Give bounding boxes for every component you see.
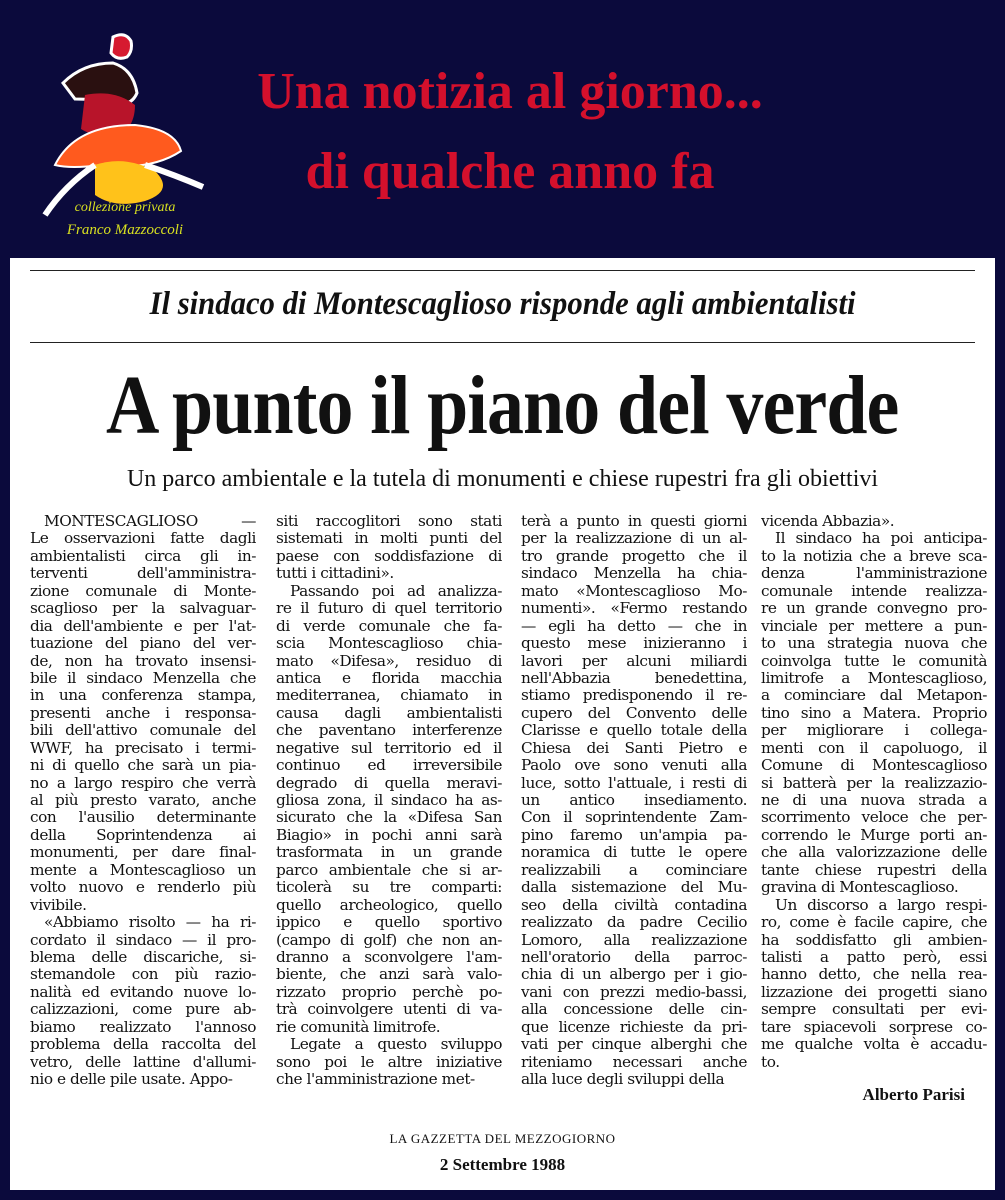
- article-line: alla luce degli sviluppi della: [521, 1071, 725, 1088]
- article-line: tutti i cittadini».: [276, 565, 394, 583]
- article-line: in una conferenza stampa,: [30, 687, 256, 705]
- article-line: stemandole con più razio-: [30, 966, 256, 984]
- article-line: ni di quello che sarà un pia-: [30, 757, 256, 775]
- article-line: mente a Montescaglioso un: [30, 861, 256, 879]
- article-line: re un grande convegno pro-: [761, 600, 987, 618]
- article-line: (campo di golf) che non an-: [276, 931, 502, 949]
- article-kicker: [0, 286, 1005, 323]
- article-line: nalità ed evitando nuove lo-: [30, 983, 256, 1001]
- article-line: ippico e quello sportivo: [276, 914, 502, 932]
- article-line: MONTESCAGLIOSO —: [44, 513, 256, 530]
- logo-caption-collection: collezione privata: [74, 200, 176, 215]
- article-line: bile il sindaco Menzella che: [30, 669, 256, 687]
- article-line: monumenti, per dare final-: [30, 844, 256, 862]
- article-line: hanno detto, che nella rea-: [761, 966, 987, 984]
- article-line: antica e florida macchia: [276, 669, 502, 687]
- article-line: scaglioso per la salvaguar-: [30, 600, 256, 618]
- article-line: WWF, ha precisato i termi-: [30, 739, 256, 757]
- article-line: nell'oratorio della parroc-: [521, 948, 747, 966]
- article-line: Con il soprintendente Zam-: [521, 809, 747, 827]
- article-line: scorrimento veloce che per-: [761, 809, 987, 827]
- article-line: vinciale per mettere a pun-: [761, 617, 987, 635]
- article-line: negative sul territorio ed il: [276, 739, 502, 757]
- article-line: lavori per alcuni miliardi: [521, 652, 747, 670]
- article-line: pino faremo un'ampia pa-: [521, 826, 747, 844]
- article-line: realizzabili a cominciare: [521, 861, 747, 879]
- article-line: to.: [761, 1053, 780, 1071]
- article-line: Lomoro, alla realizzazione: [521, 931, 747, 949]
- article-line: alla concessione delle cin-: [521, 1001, 747, 1019]
- article-line: rie comunità limitrofe.: [276, 1018, 441, 1036]
- article-line: sicurato che la «Difesa San: [276, 809, 502, 827]
- article-line: a cominciare dal Metapon-: [761, 687, 987, 705]
- article-line: paese con soddisfazione di: [276, 547, 502, 565]
- article-line: sempre consultati per evi-: [761, 1001, 987, 1019]
- article-line: tare spiacevoli sorprese co-: [761, 1018, 987, 1036]
- article-line: re il futuro di quel territorio: [276, 600, 502, 618]
- article-line: della Soprintendenza ai: [30, 826, 256, 844]
- article-line: biente, che anzi sarà valo-: [276, 966, 502, 984]
- article-line: problema della raccolta del: [30, 1036, 256, 1054]
- article-line: — egli ha detto — che in: [521, 617, 747, 635]
- article-line: presenti anche i responsa-: [30, 704, 256, 722]
- article-line: di verde comunale che fa-: [276, 617, 502, 635]
- article-line: volto nuovo e renderlo più: [30, 879, 256, 897]
- article-headline: [0, 358, 1005, 454]
- article-line: de, non ha trovato insensi-: [30, 652, 256, 670]
- article-line: ro, come è facile capire, che: [761, 914, 987, 932]
- article-line: tino sino a Matera. Proprio: [761, 704, 987, 722]
- article-line: calizzazioni, come pure ab-: [30, 1001, 256, 1019]
- article-line: lizzazione dei progetti siano: [761, 983, 987, 1001]
- article-line: biamo realizzato l'annoso: [30, 1018, 256, 1036]
- article-line: parco ambientale che si ar-: [276, 861, 502, 879]
- article-line: denza l'amministrazione: [761, 565, 987, 583]
- article-line: che alla valorizzazione delle: [761, 844, 987, 862]
- article-line: vicenda Abbazia».: [761, 513, 895, 530]
- article-column-1: [30, 513, 256, 1088]
- article-line: ne di una nuova strada a: [761, 792, 987, 809]
- article-line: Un discorso a largo respi-: [775, 896, 987, 914]
- article-line: gravina di Montescaglioso.: [761, 879, 959, 897]
- article-line: «Abbiamo risolto — ha ri-: [44, 914, 256, 932]
- article-line: riteniamo necessari anche: [521, 1053, 747, 1071]
- article-line: questo mese inizieranno i: [521, 635, 747, 653]
- article-line: to una strategia nuova che: [761, 635, 987, 653]
- article-line: Il sindaco ha poi anticipa-: [775, 530, 987, 548]
- article-line: siti raccoglitori sono stati: [276, 513, 502, 530]
- article-line: un antico insediamento.: [521, 792, 747, 809]
- article-line: per migliorare i collega-: [761, 722, 987, 740]
- article-line: per la realizzazione di un al-: [521, 530, 747, 548]
- article-line: stiamo predisponendo il re-: [521, 687, 747, 705]
- article-line: to la notizia che a breve sca-: [761, 547, 987, 565]
- article-line: tante chiese rupestri della: [761, 861, 987, 879]
- article-column-2: [276, 513, 502, 1088]
- article-line: Legate a questo sviluppo: [290, 1036, 502, 1054]
- article-line: gliosa zona, il sindaco ha as-: [276, 792, 502, 809]
- article-line: mato «Difesa», residuo di: [276, 652, 502, 670]
- article-line: Paolo ove sono venuti alla: [521, 757, 747, 775]
- article-line: terà a punto in questi giorni: [521, 513, 747, 530]
- publication-date: 2 Settembre 1988: [439, 1155, 566, 1174]
- article-line: cupero del Convento delle: [521, 704, 747, 722]
- article-line: quello archeologico, quello: [276, 896, 502, 914]
- article-line: Le osservazioni fatte dagli: [30, 530, 256, 548]
- byline: Alberto Parisi: [862, 1085, 965, 1104]
- article-line: rizzato proprio perchè po-: [276, 983, 502, 1001]
- article-line: vetro, delle lattine d'allumi-: [30, 1053, 256, 1071]
- article-line: tro grande progetto che il: [521, 547, 747, 565]
- newspaper-name: LA GAZZETTA DEL MEZZOGIORNO: [389, 1131, 616, 1146]
- article-line: limitrofe a Montescaglioso,: [761, 669, 987, 687]
- article-subtitle: Un parco ambientale e la tutela di monumenti e chiese rupestri fra gli obiettivi: [126, 466, 879, 492]
- article-line: noramica di tutte le opere: [521, 844, 747, 862]
- article-line: tuazione del piano del ver-: [30, 635, 256, 653]
- article-line: ticolerà su tre comparti:: [276, 879, 502, 897]
- article-line: dranno a sconvolgere l'am-: [276, 948, 502, 966]
- article-line: mato «Montescaglioso Mo-: [521, 582, 747, 600]
- article-line: menti con il capoluogo, il: [761, 739, 987, 757]
- article-line: comunale intende realizza-: [761, 582, 987, 600]
- article-line: nell'Abbazia benedettina,: [521, 669, 747, 687]
- logo-caption-owner: Franco Mazzoccoli: [66, 222, 184, 238]
- article-line: Comune di Montescaglioso: [761, 757, 987, 775]
- article-line: sindaco Menzella ha chia-: [521, 565, 747, 583]
- article-line: che paventano interferenze: [276, 722, 502, 740]
- kicker-text: Il sindaco di Montescaglioso risponde agli ambientalisti: [149, 286, 856, 322]
- header-title-line2: di qualche anno fa: [305, 143, 715, 200]
- article-column-3: [521, 513, 747, 1088]
- article-line: zione comunale di Monte-: [30, 582, 256, 600]
- article-line: correndo le Murge porti an-: [761, 826, 987, 844]
- article-line: dia dell'ambiente e per l'at-: [30, 617, 256, 635]
- article-line: blema delle discariche, si-: [30, 948, 256, 966]
- article-line: Chiesa dei Santi Pietro e: [521, 739, 747, 757]
- article-line: talisti a patto però, essi: [761, 948, 987, 966]
- article-line: vivibile.: [30, 896, 87, 914]
- article-line: seo della civiltà contadina: [521, 896, 747, 914]
- article-column-4: [761, 513, 987, 1071]
- article-line: sistemati in molti punti del: [276, 530, 502, 548]
- article-line: sono poi le altre iniziative: [276, 1053, 502, 1071]
- article-line: numenti». «Fermo restando: [521, 600, 747, 618]
- article-line: ambientalisti circa gli in-: [30, 547, 256, 565]
- article-line: Clarisse e quello totale della: [521, 722, 747, 740]
- article-line: terventi dell'amministra-: [30, 565, 256, 583]
- article-line: ha soddisfatto gli ambien-: [761, 931, 987, 949]
- article-line: vati per cinque alberghi che: [521, 1036, 747, 1054]
- article-line: chia di un albergo per i gio-: [521, 966, 747, 984]
- article-line: trasformata in un grande: [276, 844, 502, 862]
- article-line: bili dell'attivo comunale del: [30, 722, 256, 740]
- article-line: mediterranea, chiamato in: [276, 687, 502, 705]
- article-line: si batterà per la realizzazio-: [761, 774, 987, 792]
- article-line: dalla sistemazione del Mu-: [521, 879, 747, 897]
- article-line: causa dagli ambientalisti: [276, 704, 502, 722]
- article-line: che l'amministrazione met-: [276, 1071, 475, 1088]
- article-line: luce, sotto l'attuale, i resti di: [521, 774, 747, 792]
- article-line: vani con prezzi medio-bassi,: [521, 983, 747, 1001]
- header-title-line1: Una notizia al giorno...: [257, 63, 763, 120]
- article-line: me qualche volta è accadu-: [761, 1036, 987, 1054]
- article-line: cordato il sindaco — il pro-: [30, 931, 256, 949]
- headline-text: A punto il piano del verde: [106, 359, 899, 452]
- article-line: coinvolga tutte le comunità: [761, 652, 987, 670]
- article-line: con l'ausilio determinante: [30, 809, 256, 827]
- article-line: no a largo respiro che verrà: [30, 774, 256, 792]
- article-line: continuo ed irreversibile: [276, 757, 502, 775]
- article-line: Passando poi ad analizza-: [290, 582, 502, 600]
- article-line: al più presto varato, anche: [30, 792, 256, 809]
- article-line: realizzato da padre Cecilio: [521, 914, 747, 932]
- article-line: trà coinvolgere utenti di va-: [276, 1001, 502, 1019]
- top-rule: [30, 270, 975, 271]
- kicker-rule: [30, 342, 975, 343]
- article-line: que licenze richieste da pri-: [521, 1018, 747, 1036]
- article-line: scia Montescaglioso chia-: [276, 635, 502, 653]
- article-line: degrado di quella meravi-: [276, 774, 502, 792]
- article-line: Biagio» in pochi anni sarà: [276, 826, 502, 844]
- article-line: nio e delle pile usate. Appo-: [30, 1071, 233, 1088]
